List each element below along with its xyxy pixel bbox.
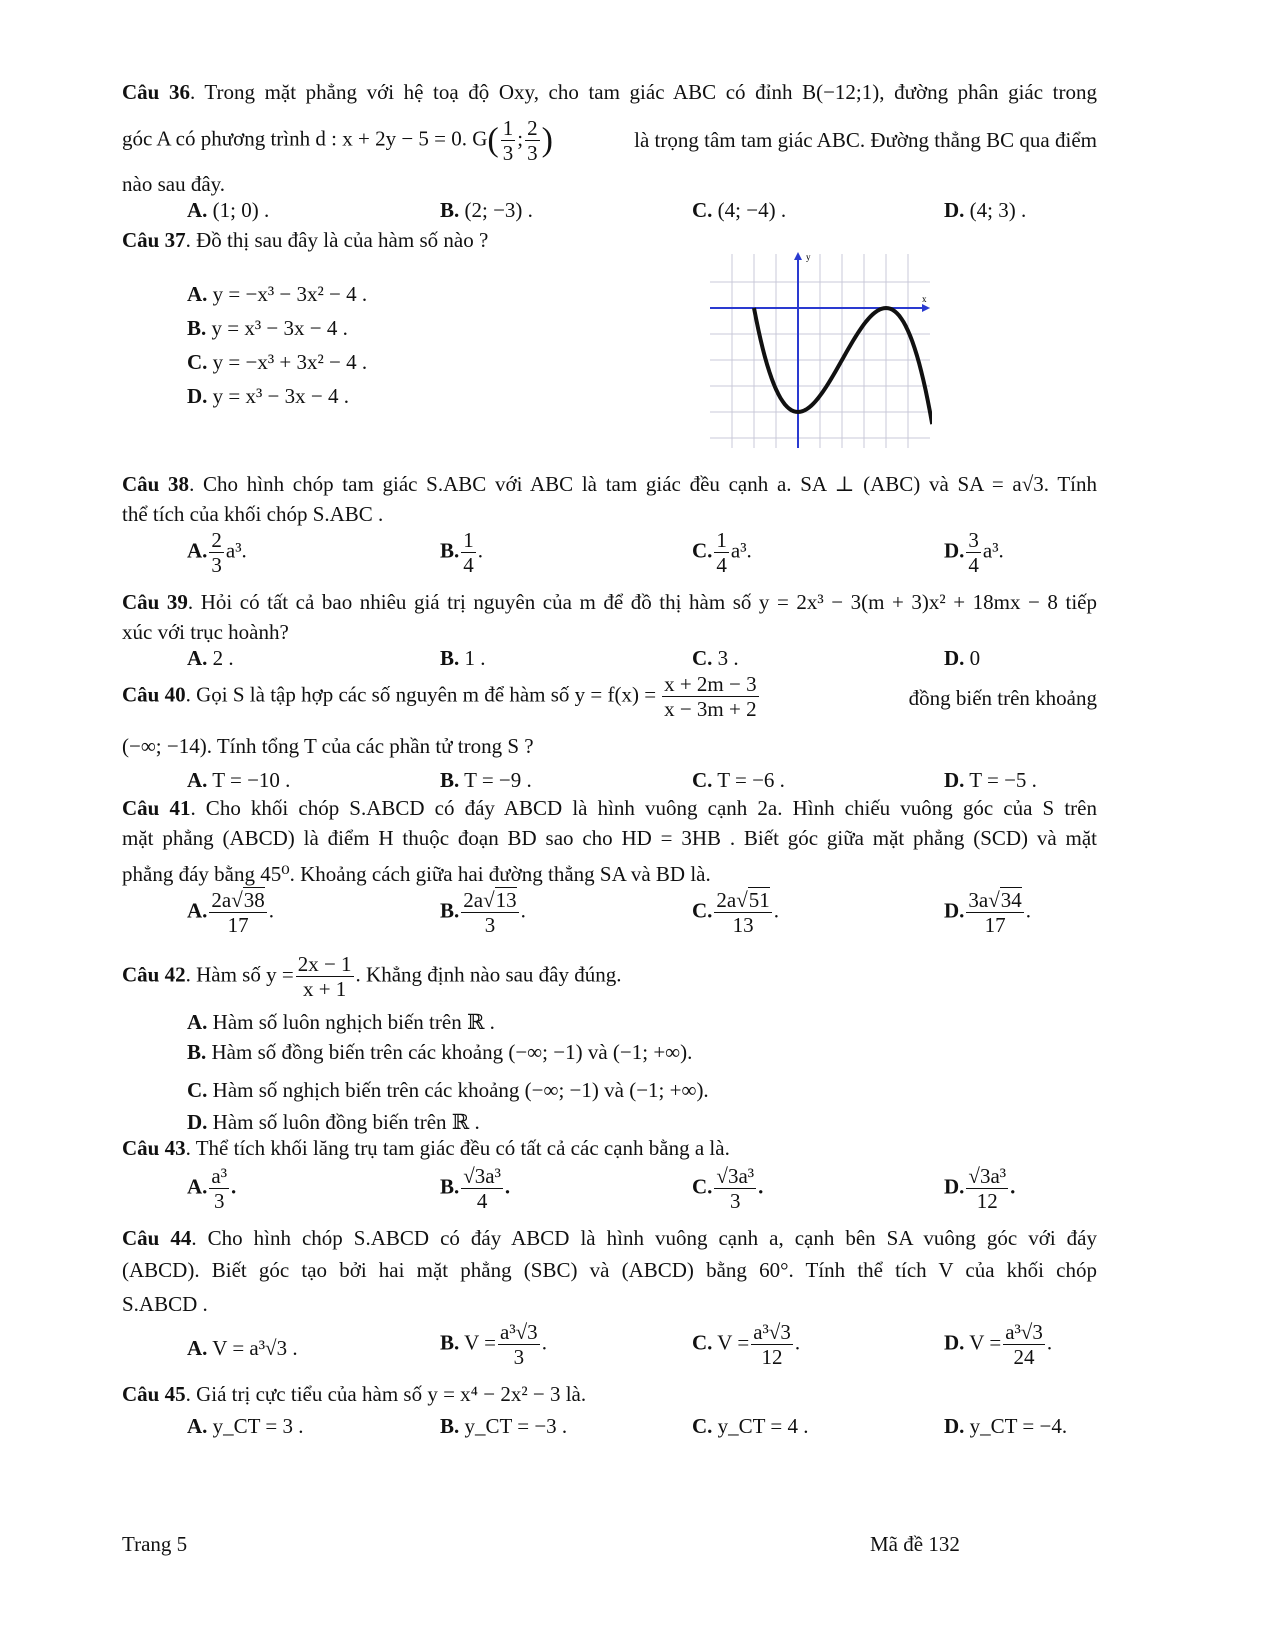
q42-question: Câu 42. Hàm số y = $\frac{2x - 1}{x + 1}$ . Khẳng định nào sau đây đúng. [122,952,622,1002]
q41-option-a[interactable]: A. $\frac{2a√38}{17}$ . [187,888,275,938]
q38-option-d[interactable]: D. $\frac{3}{4}$ a³. [944,528,1004,578]
y-axis-arrow-icon [794,252,802,260]
q42-option-a[interactable]: A. Hàm số luôn nghịch biến trên ℝ . [187,1010,495,1034]
q40-option-b[interactable]: B. T = −9 . [440,768,532,792]
q37-option-a[interactable]: A. y = −x³ − 3x² − 4 . [187,282,368,306]
q39-option-d[interactable]: D. 0 [944,646,981,670]
q36-option-d[interactable]: D. (4; 3) . [944,198,1027,222]
q40-line2: (−∞; −14). Tính tổng T của các phần tử trong S ? [122,734,534,758]
q45-option-a[interactable]: A. y_CT = 3 . [187,1414,304,1438]
q36-line2: góc A có phương trình d : x + 2y − 5 = 0. G( $\frac{1}{3}$ ; $\frac{2}{3}$ ) là trọng tâm tam giác ABC. Đường thẳng BC qua điểm [122,116,1097,166]
q36-line3: nào sau đây. [122,172,226,196]
q37-option-d[interactable]: D. y = x³ − 3x − 4 . [187,384,349,408]
x-axis-arrow-icon [922,304,930,312]
q40-line1: Câu 40. Gọi S là tập hợp các số nguyên m để hàm số y = f(x) = $\frac{x + 2m - 3}{x - 3m + 2}$ đồng biến trên khoảng [122,672,1097,722]
q45-question: Câu 45. Giá trị cực tiểu của hàm số y = x⁴ − 2x² − 3 là. [122,1382,587,1406]
q41-line1: Câu 41. Cho khối chóp S.ABCD có đáy ABCD là hình vuông cạnh 2a. Hình chiếu vuông góc của S trên [122,796,1097,820]
q40-option-a[interactable]: A. T = −10 . [187,768,291,792]
q44-line2: (ABCD). Biết góc tạo bởi hai mặt phẳng (SBC) và (ABCD) bằng 60°. Tính thể tích V của khối chóp [122,1258,1097,1282]
q41-option-c[interactable]: C. $\frac{2a√51}{13}$ . [692,888,780,938]
q38-line2: thể tích của khối chóp S.ABC . [122,502,384,526]
x-axis-label: x [922,294,927,304]
q37-option-b[interactable]: B. y = x³ − 3x − 4 . [187,316,348,340]
q39-option-a[interactable]: A. 2 . [187,646,234,670]
q44-line1: Câu 44. Cho hình chóp S.ABCD có đáy ABCD là hình vuông cạnh a, cạnh bên SA vuông góc với đáy [122,1226,1097,1250]
q41-option-b[interactable]: B. $\frac{2a√13}{3}$ . [440,888,526,938]
q37-graph [710,250,932,450]
q36-option-a[interactable]: A. (1; 0) . [187,198,270,222]
q37-option-c[interactable]: C. y = −x³ + 3x² − 4 . [187,350,368,374]
q36-option-c[interactable]: C. (4; −4) . [692,198,787,222]
q43-question: Câu 43. Thể tích khối lăng trụ tam giác đều có tất cả các cạnh bằng a là. [122,1136,730,1160]
q43-option-a[interactable]: A. $\frac{\text{a³}}{3}$ . [187,1164,237,1214]
q36-line1: Câu 36. Trong mặt phẳng với hệ toạ độ Oxy, cho tam giác ABC có đỉnh B(−12;1), đường phân giác trong [122,80,1097,104]
q45-option-b[interactable]: B. y_CT = −3 . [440,1414,568,1438]
exam-code: Mã đề 132 [870,1532,960,1556]
q38-option-c[interactable]: C. $\frac{1}{4}$ a³. [692,528,752,578]
q38-option-a[interactable]: A. $\frac{2}{3}$ a³. [187,528,247,578]
q43-option-b[interactable]: B. $\frac{\text{√3a³}}{4}$ . [440,1164,511,1214]
q45-option-d[interactable]: D. y_CT = −4. [944,1414,1068,1438]
graph-grid [710,254,930,448]
q45-option-c[interactable]: C. y_CT = 4 . [692,1414,809,1438]
q40-option-d[interactable]: D. T = −5 . [944,768,1037,792]
q44-option-b[interactable]: B. V = $\frac{\text{a³√3}}{3}$ . [440,1320,547,1370]
q44-option-d[interactable]: D. V = $\frac{\text{a³√3}}{24}$ . [944,1320,1053,1370]
q44-option-a[interactable]: A. V = a³√3 . [187,1336,298,1360]
q39-option-b[interactable]: B. 1 . [440,646,486,670]
q39-line1: Câu 39. Hỏi có tất cả bao nhiêu giá trị nguyên của m để đồ thị hàm số y = 2x³ − 3(m + 3)x² + 18mx − 8 tiếp [122,590,1097,614]
function-curve [754,308,932,424]
q38-line1: Câu 38. Cho hình chóp tam giác S.ABC với ABC là tam giác đều cạnh a. SA ⊥ (ABC) và SA = a√3. Tính [122,472,1097,496]
y-axis-label: y [806,252,811,262]
q42-option-c[interactable]: C. Hàm số nghịch biến trên các khoảng (−∞; −1) và (−1; +∞). [187,1078,709,1102]
q39-option-c[interactable]: C. 3 . [692,646,739,670]
q40-option-c[interactable]: C. T = −6 . [692,768,785,792]
q43-option-d[interactable]: D. $\frac{\text{√3a³}}{12}$ . [944,1164,1016,1214]
q39-line2: xúc với trục hoành? [122,620,289,644]
q44-option-c[interactable]: C. V = $\frac{\text{a³√3}}{12}$ . [692,1320,801,1370]
q44-line3: S.ABCD . [122,1292,208,1316]
q37-question: Câu 37. Đồ thị sau đây là của hàm số nào ? [122,228,489,252]
q41-option-d[interactable]: D. $\frac{3a√34}{17}$ . [944,888,1032,938]
q38-option-b[interactable]: B. $\frac{1}{4}$ . [440,528,484,578]
q41-line3: phẳng đáy bằng 45⁰. Khoảng cách giữa hai đường thẳng SA và BD là. [122,862,711,886]
q42-option-d[interactable]: D. Hàm số luôn đồng biến trên ℝ . [187,1110,480,1134]
q36-option-b[interactable]: B. (2; −3) . [440,198,533,222]
page-number: Trang 5 [122,1532,188,1556]
q42-option-b[interactable]: B. Hàm số đồng biến trên các khoảng (−∞; −1) và (−1; +∞). [187,1040,693,1064]
q43-option-c[interactable]: C. $\frac{\text{√3a³}}{3}$ . [692,1164,764,1214]
q41-line2: mặt phẳng (ABCD) là điểm H thuộc đoạn BD sao cho HD = 3HB . Biết góc giữa mặt phẳng (SCD) và mặt [122,826,1097,850]
